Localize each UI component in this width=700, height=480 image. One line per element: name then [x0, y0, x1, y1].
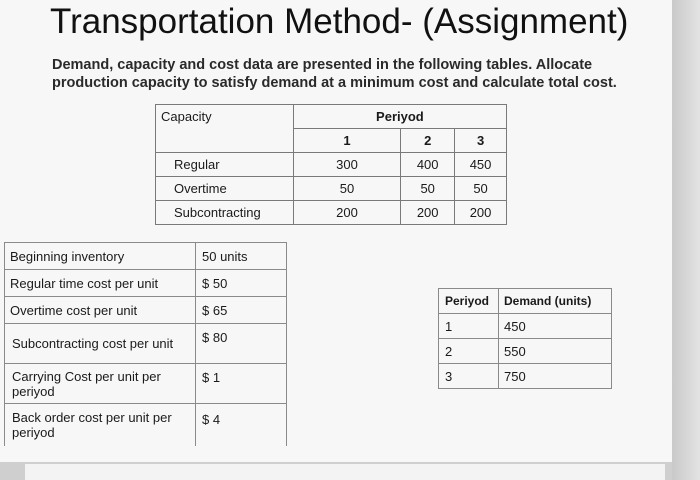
capacity-header-row — [156, 105, 507, 129]
row-label: Regular — [156, 153, 294, 177]
demand-period: 3 — [439, 364, 499, 389]
param-label: Beginning inventory — [5, 243, 196, 270]
cell-value: 200 — [293, 201, 400, 225]
demand-value: 750 — [499, 364, 612, 389]
param-row — [5, 364, 287, 404]
param-row — [5, 324, 287, 364]
demand-table — [438, 288, 612, 389]
period-3: 3 — [455, 129, 507, 153]
cell-value: 50 — [401, 177, 455, 201]
demand-period: 2 — [439, 339, 499, 364]
demand-header-row — [439, 289, 612, 314]
cell-value: 300 — [293, 153, 400, 177]
param-label: Regular time cost per unit — [5, 270, 196, 297]
period-header: Periyod — [293, 105, 506, 129]
cell-value: 200 — [455, 201, 507, 225]
param-value: 50 units — [196, 243, 287, 270]
row-label: Subcontracting — [156, 201, 294, 225]
demand-period: 1 — [439, 314, 499, 339]
capacity-row-overtime — [156, 177, 507, 201]
param-label: Overtime cost per unit — [5, 297, 196, 324]
period-2: 2 — [401, 129, 455, 153]
demand-value: 450 — [499, 314, 612, 339]
next-slide-edge — [25, 464, 665, 480]
param-label: Carrying Cost per unit per periyod — [5, 364, 196, 404]
cell-value: 400 — [401, 153, 455, 177]
param-row — [5, 243, 287, 270]
capacity-table — [155, 104, 507, 225]
screen-edge — [672, 0, 700, 480]
demand-row — [439, 364, 612, 389]
cell-value: 50 — [293, 177, 400, 201]
param-value: $ 4 — [196, 404, 287, 446]
param-value: $ 80 — [196, 324, 287, 364]
empty-cell — [156, 129, 294, 153]
param-label: Subcontracting cost per unit — [5, 324, 196, 364]
capacity-row-regular — [156, 153, 507, 177]
demand-units-header: Demand (units) — [499, 289, 612, 314]
param-value: $ 65 — [196, 297, 287, 324]
slide-description: Demand, capacity and cost data are presented in the following tables. Allocate production capacity to satisfy demand at a minimum cost and calculate total cost. — [52, 57, 617, 91]
bottom-strip — [0, 462, 672, 480]
period-1: 1 — [293, 129, 400, 153]
capacity-header: Capacity — [156, 105, 294, 129]
demand-value: 550 — [499, 339, 612, 364]
capacity-row-subcontracting — [156, 201, 507, 225]
slide-title: Transportation Method- (Assignment) — [50, 2, 629, 41]
row-label: Overtime — [156, 177, 294, 201]
cell-value: 50 — [455, 177, 507, 201]
param-row — [5, 404, 287, 446]
demand-row — [439, 314, 612, 339]
param-value: $ 50 — [196, 270, 287, 297]
period-number-row — [156, 129, 507, 153]
cost-parameters-table — [4, 242, 287, 446]
demand-row — [439, 339, 612, 364]
param-value: $ 1 — [196, 364, 287, 404]
param-row — [5, 297, 287, 324]
cell-value: 200 — [401, 201, 455, 225]
param-row — [5, 270, 287, 297]
demand-period-header: Periyod — [439, 289, 499, 314]
cell-value: 450 — [455, 153, 507, 177]
param-label: Back order cost per unit per periyod — [5, 404, 196, 446]
